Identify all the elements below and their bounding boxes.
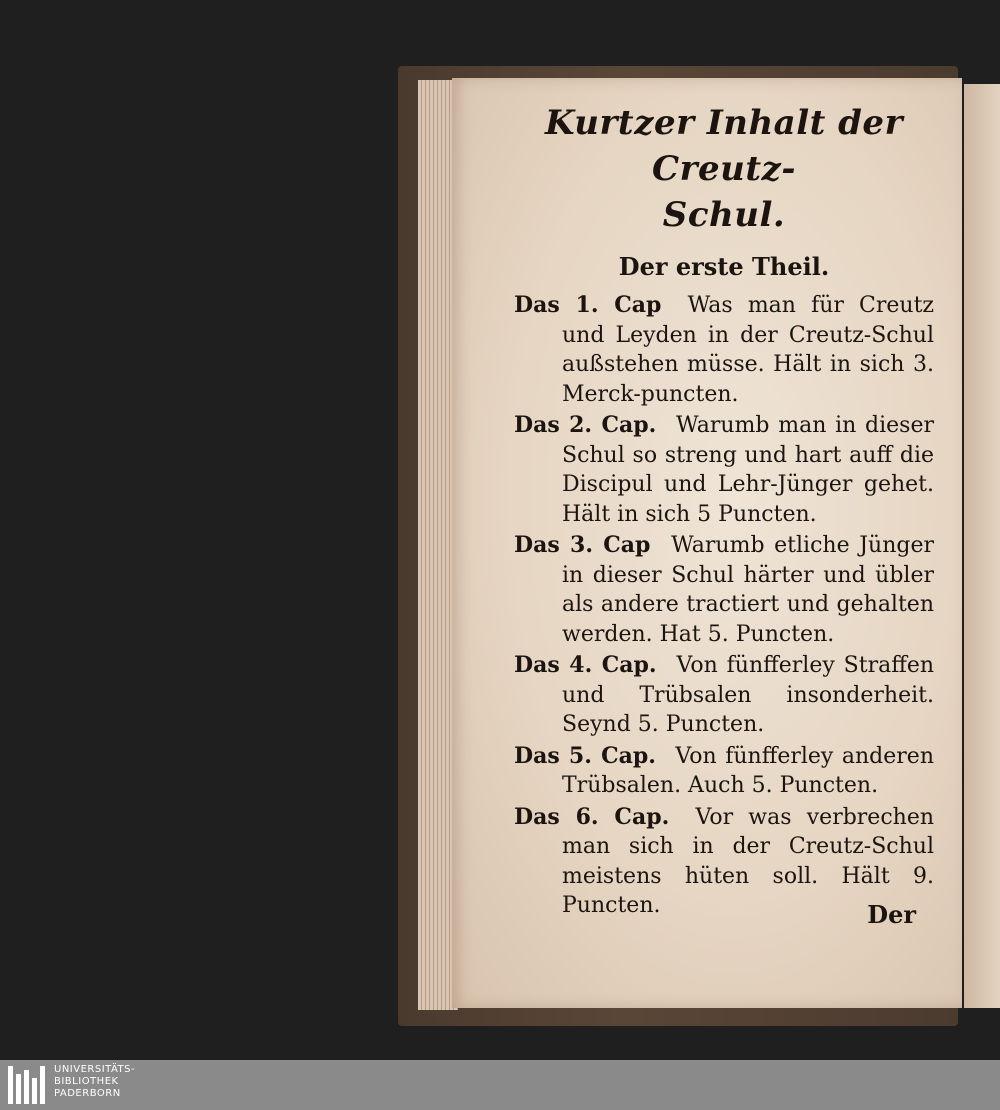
chapter-label: Das 5. Cap. [514,742,667,769]
logo-line: BIBLIOTHEK [54,1076,119,1087]
next-page-edge [964,84,1000,1008]
logo-line: PADERBORN [54,1088,121,1099]
page-text [514,100,934,923]
chapter-text: Warumb man in dieser Schul so streng und hart auff die Discipul und Lehr-Jünger gehet. Hält in sich 5 Puncten. [562,413,934,527]
chapter-label: Das 1. Cap [514,292,673,318]
library-logo-icon [8,1066,48,1104]
catchword: Der [867,900,916,929]
chapter-entry [514,651,934,740]
chapter-label: Das 6. Cap. [514,803,681,830]
book-page [452,78,962,1008]
title-line-2: Schul. [662,195,786,235]
logo-line: UNIVERSITÄTS- [54,1064,136,1075]
chapter-text: Von fünfferley anderen Trübsalen. Auch 5. Puncten. [562,743,934,798]
chapter-label: Das 2. Cap. [514,412,668,438]
library-logo-text [54,1064,135,1100]
footer-bar [0,1060,1000,1110]
chapter-entry [514,291,934,409]
chapter-text: Vor was verbrechen man sich in der Creutz-Schul meistens hüten soll. Hält 9. Puncten. [562,804,935,918]
chapter-entry [514,742,934,801]
title-line-1: Kurtzer Inhalt der Creutz- [545,103,903,189]
chapter-entry [514,411,934,529]
chapter-text: Von fünfferley Straffen und Trübsalen insonderheit. Seynd 5. Puncten. [562,653,935,737]
chapter-label: Das 4. Cap. [514,652,668,678]
chapter-label: Das 3. Cap [514,532,662,558]
page-title [514,100,934,238]
section-heading: Der erste Theil. [618,252,830,281]
chapter-text: Warumb etliche Jünger in dieser Schul härter und übler als andere tractiert und gehalten werden. Hat 5. Puncten. [562,533,935,647]
chapter-entry [514,531,934,649]
chapter-text: Was man für Creutz und Leyden in der Creutz-Schul außstehen müsse. Hält in sich 3. Merck-puncten. [562,293,935,407]
